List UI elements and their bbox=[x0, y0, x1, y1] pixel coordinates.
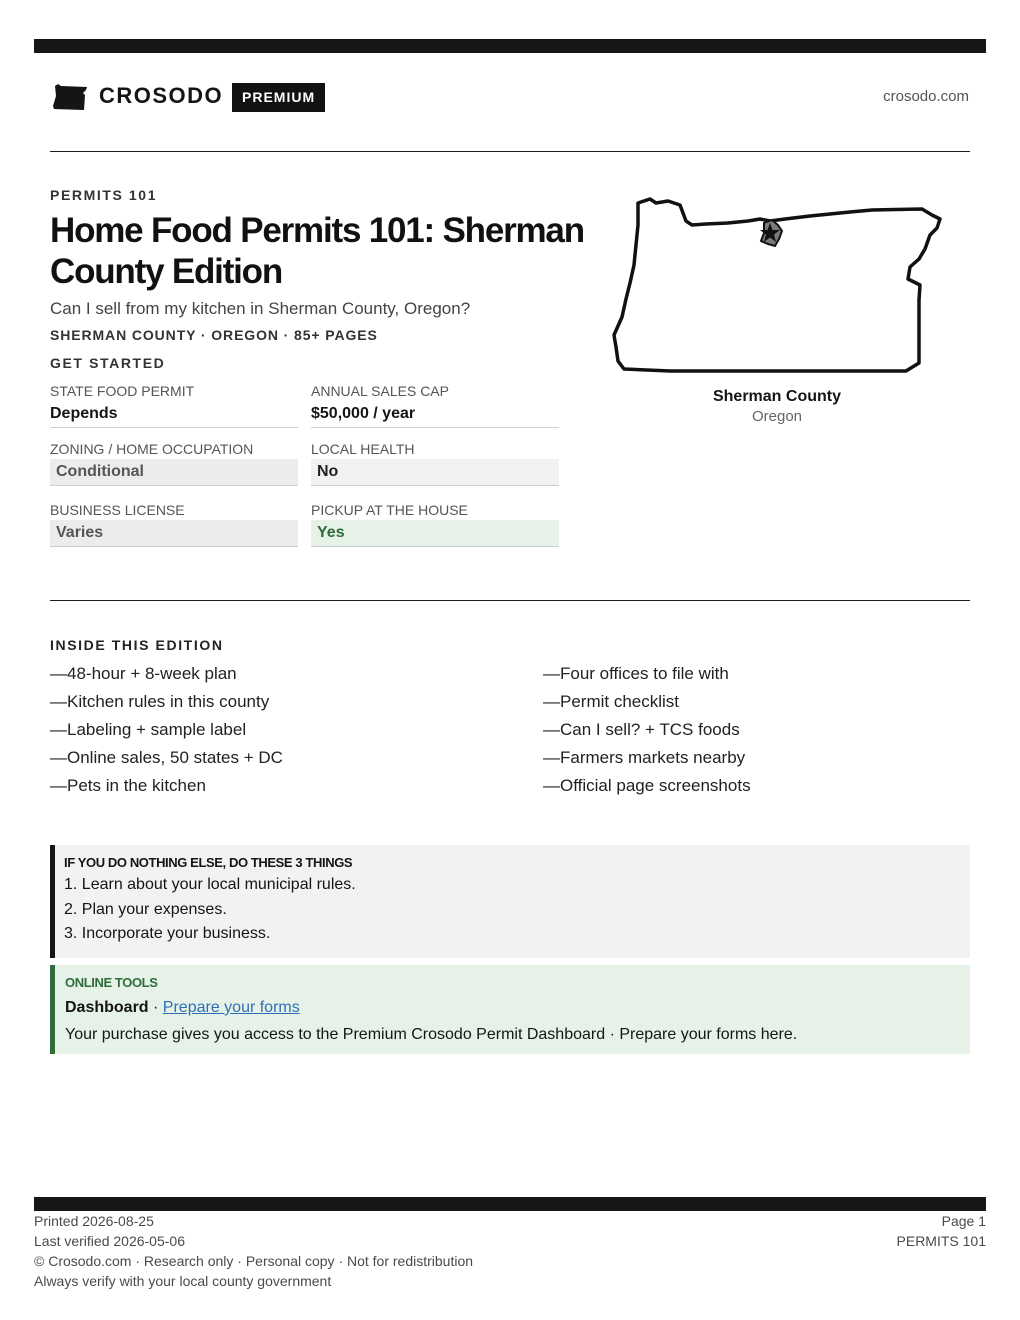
footer-left bbox=[34, 1211, 473, 1291]
page-title: Home Food Permits 101: Sherman County Edition bbox=[50, 211, 584, 291]
fact-state-food-permit bbox=[50, 381, 298, 428]
top-bar bbox=[34, 39, 986, 53]
fact-value: Depends bbox=[50, 405, 118, 422]
fact-label: ANNUAL SALES CAP bbox=[311, 383, 449, 399]
contents-item: —Labeling + sample label bbox=[50, 720, 247, 739]
priority-item: 2. Plan your expenses. bbox=[64, 900, 227, 918]
copyright-notice: © Crosodo.com · Research only · Personal copy · Not for redistribution bbox=[34, 1253, 474, 1269]
fact-value: Varies bbox=[50, 520, 298, 546]
bottom-bar bbox=[34, 1197, 986, 1211]
prepare-forms-link[interactable]: Prepare your forms bbox=[162, 999, 300, 1016]
header-divider bbox=[50, 151, 970, 152]
fact-local-health bbox=[311, 439, 559, 486]
map-state-name: Oregon bbox=[751, 408, 803, 425]
premium-badge: PREMIUM bbox=[232, 83, 325, 112]
fact-value: Conditional bbox=[50, 459, 298, 485]
contents-item: —Can I sell? + TCS foods bbox=[543, 720, 740, 739]
brand-name: CROSODO bbox=[99, 83, 224, 108]
contents-item: —Farmers markets nearby bbox=[543, 748, 746, 767]
priority-item: 1. Learn about your local municipal rules. bbox=[64, 876, 356, 893]
footer-right bbox=[897, 1211, 986, 1251]
printed-date: Printed 2026-08-25 bbox=[34, 1213, 154, 1229]
fact-label: LOCAL HEALTH bbox=[311, 441, 415, 457]
footer-section: PERMITS 101 bbox=[896, 1233, 986, 1249]
verified-date: Last verified 2026-05-06 bbox=[34, 1233, 185, 1249]
contents-item: —48-hour + 8-week plan bbox=[50, 664, 237, 683]
fact-label: STATE FOOD PERMIT bbox=[50, 383, 195, 399]
priorities-callout bbox=[50, 845, 970, 958]
fact-value: $50,000 / year bbox=[311, 405, 416, 422]
fact-label: PICKUP AT THE HOUSE bbox=[311, 502, 468, 518]
page-number: Page 1 bbox=[941, 1213, 986, 1229]
verify-note: Always verify with your local county government bbox=[34, 1273, 332, 1289]
online-tools-heading: ONLINE TOOLS bbox=[65, 975, 158, 990]
fact-zoning bbox=[50, 439, 298, 486]
map-caption bbox=[677, 388, 877, 425]
contents-list-left bbox=[50, 660, 283, 800]
contents-item: —Pets in the kitchen bbox=[50, 776, 206, 795]
contents-item: —Online sales, 50 states + DC bbox=[50, 748, 283, 767]
fact-label: BUSINESS LICENSE bbox=[50, 502, 185, 518]
page-subtitle: Can I sell from my kitchen in Sherman County, Oregon? bbox=[50, 299, 471, 318]
section-divider bbox=[50, 600, 970, 601]
fact-business-license bbox=[50, 500, 298, 547]
contents-heading: INSIDE THIS EDITION bbox=[50, 637, 224, 653]
oregon-logo-icon bbox=[52, 82, 88, 112]
dashboard-label: Dashboard bbox=[65, 999, 149, 1016]
online-tools-callout bbox=[50, 965, 970, 1054]
contents-item: —Four offices to file with bbox=[543, 664, 729, 683]
contents-item: —Official page screenshots bbox=[543, 776, 751, 795]
edition-meta: SHERMAN COUNTY · OREGON · 85+ PAGES bbox=[50, 327, 378, 343]
dashboard-separator: · bbox=[148, 999, 163, 1016]
contents-item: —Permit checklist bbox=[543, 692, 680, 711]
fact-annual-sales-cap bbox=[311, 381, 559, 428]
fact-value: No bbox=[311, 459, 559, 485]
fact-value: Yes bbox=[311, 520, 559, 546]
contents-list-right bbox=[543, 660, 751, 800]
fact-label: ZONING / HOME OCCUPATION bbox=[50, 441, 254, 457]
fact-pickup bbox=[311, 500, 559, 547]
dashboard-line bbox=[65, 996, 970, 1021]
section-kicker: PERMITS 101 bbox=[50, 187, 158, 203]
oregon-map bbox=[610, 195, 945, 375]
priority-item: 3. Incorporate your business. bbox=[64, 925, 271, 942]
priorities-heading: IF YOU DO NOTHING ELSE, DO THESE 3 THINGS bbox=[64, 855, 353, 870]
site-url[interactable]: crosodo.com bbox=[883, 88, 969, 105]
contents-item: —Kitchen rules in this county bbox=[50, 692, 270, 711]
get-started-heading: GET STARTED bbox=[50, 355, 166, 371]
online-tools-description: Your purchase gives you access to the Premium Crosodo Permit Dashboard · Prepare your forms here. bbox=[65, 1025, 798, 1043]
map-county-name: Sherman County bbox=[712, 388, 841, 405]
